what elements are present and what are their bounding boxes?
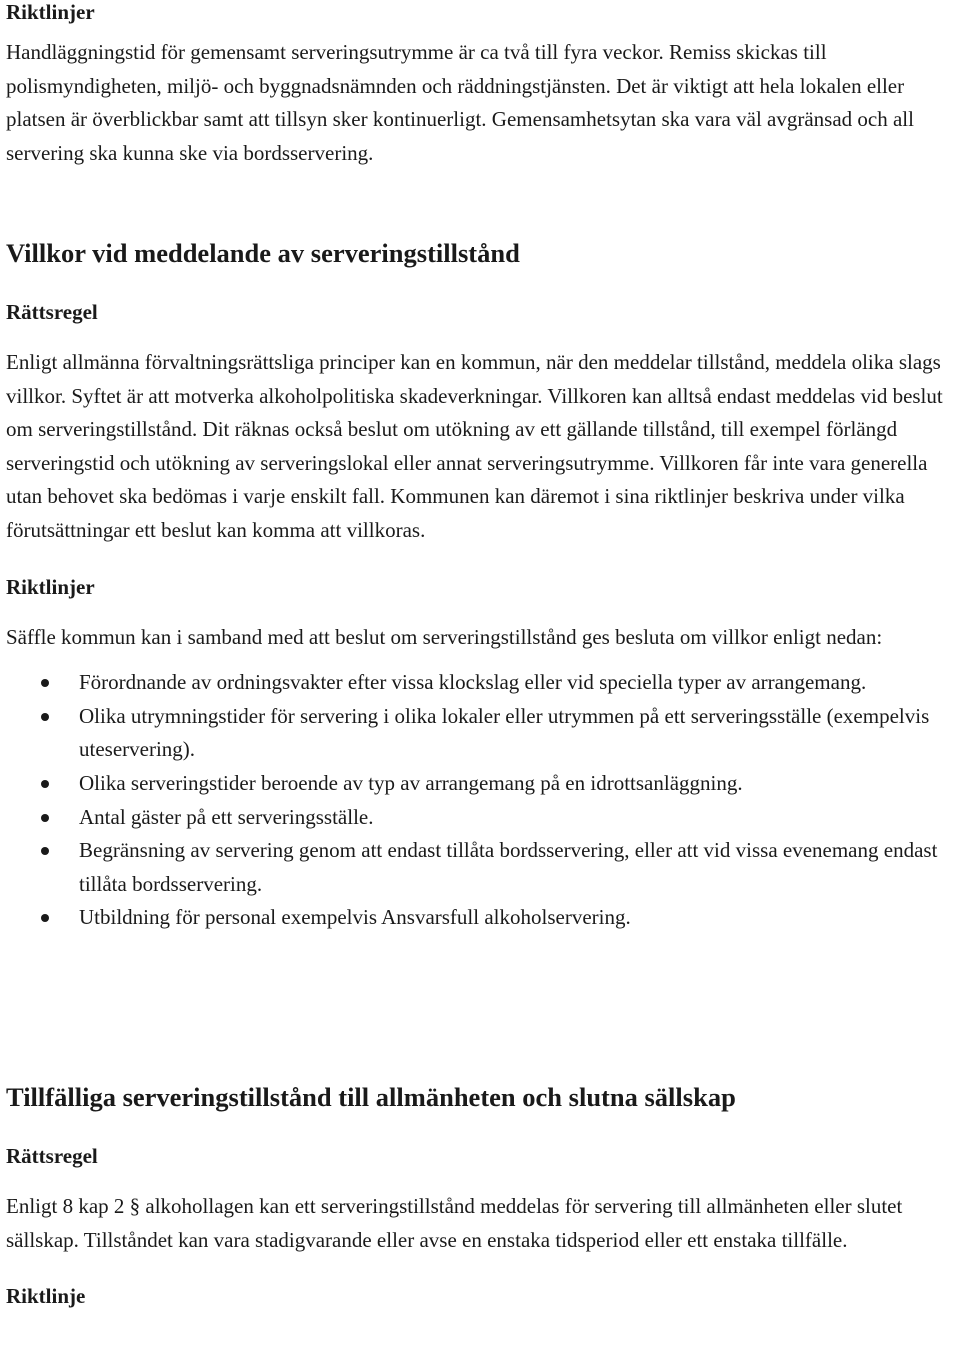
riktlinjer-heading: Riktlinjer — [6, 0, 95, 24]
bullet-icon — [41, 780, 49, 788]
villkor-riktlinjer-heading: Riktlinjer — [6, 574, 95, 599]
list-item — [6, 767, 956, 801]
list-item-text: Förordnande av ordningsvakter efter vissa klockslag eller vid speciella typer av arrangemang. — [79, 670, 867, 695]
tillfalliga-rattsregel-heading: Rättsregel — [6, 1144, 98, 1168]
bullet-icon — [41, 679, 49, 687]
list-item — [6, 901, 956, 935]
section-tillfalliga — [6, 1082, 956, 1308]
bullet-icon — [41, 914, 49, 922]
section-villkor — [6, 238, 956, 935]
list-item-text: Utbildning för personal exempelvis Ansvarsfull alkoholservering. — [79, 905, 631, 930]
section-riktlinjer-intro — [6, 0, 956, 170]
list-item-text: Olika serveringstider beroende av typ av arrangemang på en idrottsanläggning. — [79, 770, 743, 795]
bullet-icon — [41, 814, 49, 822]
bullet-icon — [41, 847, 49, 855]
villkor-list — [6, 666, 956, 935]
tillfalliga-title: Tillfälliga serveringstillstånd till allmänheten och slutna sällskap — [6, 1082, 736, 1112]
tillfalliga-riktlinje-heading: Riktlinje — [6, 1284, 86, 1309]
list-item-text: Begränsning av servering genom att endast tillåta bordsservering, eller att vid vissa evenemang endast tillåta bordsservering. — [79, 838, 938, 896]
villkor-rattsregel-heading: Rättsregel — [6, 300, 98, 324]
tillfalliga-rattsregel-paragraph: Enligt 8 kap 2 § alkohollagen kan ett serveringstillstånd meddelas för servering till allmänheten eller slutet sällskap. Tillståndet kan vara stadigvarande eller avse en enstaka tidsperiod eller ett enstaka tillfälle. — [6, 1194, 903, 1252]
list-item-text: Antal gäster på ett serveringsställe. — [79, 804, 374, 829]
list-item-text: Olika utrymningstider för servering i olika lokaler eller utrymmen på ett serveringsställe (exempelvis uteservering). — [79, 703, 930, 762]
riktlinjer-paragraph: Handläggningstid för gemensamt serveringsutrymme är ca två till fyra veckor. Remiss skickas till polismyndigheten, miljö- och byggnadsnämnden och räddningstjänsten. Det är viktigt att hela lokalen eller platsen är överblickbar samt att tillsyn sker kontinuerligt. Gemensamhetsytan ska vara väl avgränsad och all servering ska kunna ske via bordsservering. — [6, 40, 914, 165]
list-item — [6, 700, 956, 767]
list-item — [6, 801, 956, 835]
villkor-rattsregel-paragraph: Enligt allmänna förvaltningsrättsliga principer kan en kommun, när den meddelar tillstånd, meddela olika slags villkor. Syftet är att motverka alkoholpolitiska skadeverkningar. Villkoren kan alltså endast meddelas vid beslut om serveringstillstånd. Dit räknas också beslut om utökning av ett gällande tillstånd, till exempel förlängd serveringstid och utökning av serveringslokal eller annat serveringsutrymme. Villkoren får inte vara generella utan behovet ska bedömas i varje enskilt fall. Kommunen kan däremot i sina riktlinjer beskriva under vilka förutsättningar ett beslut kan komma att villkoras. — [6, 350, 943, 542]
villkor-title: Villkor vid meddelande av serveringstillstånd — [6, 238, 520, 268]
bullet-icon — [41, 713, 49, 721]
list-item — [6, 666, 956, 700]
list-item — [6, 834, 956, 901]
villkor-riktlinjer-paragraph: Säffle kommun kan i samband med att beslut om serveringstillstånd ges besluta om villkor enligt nedan: — [6, 624, 883, 649]
